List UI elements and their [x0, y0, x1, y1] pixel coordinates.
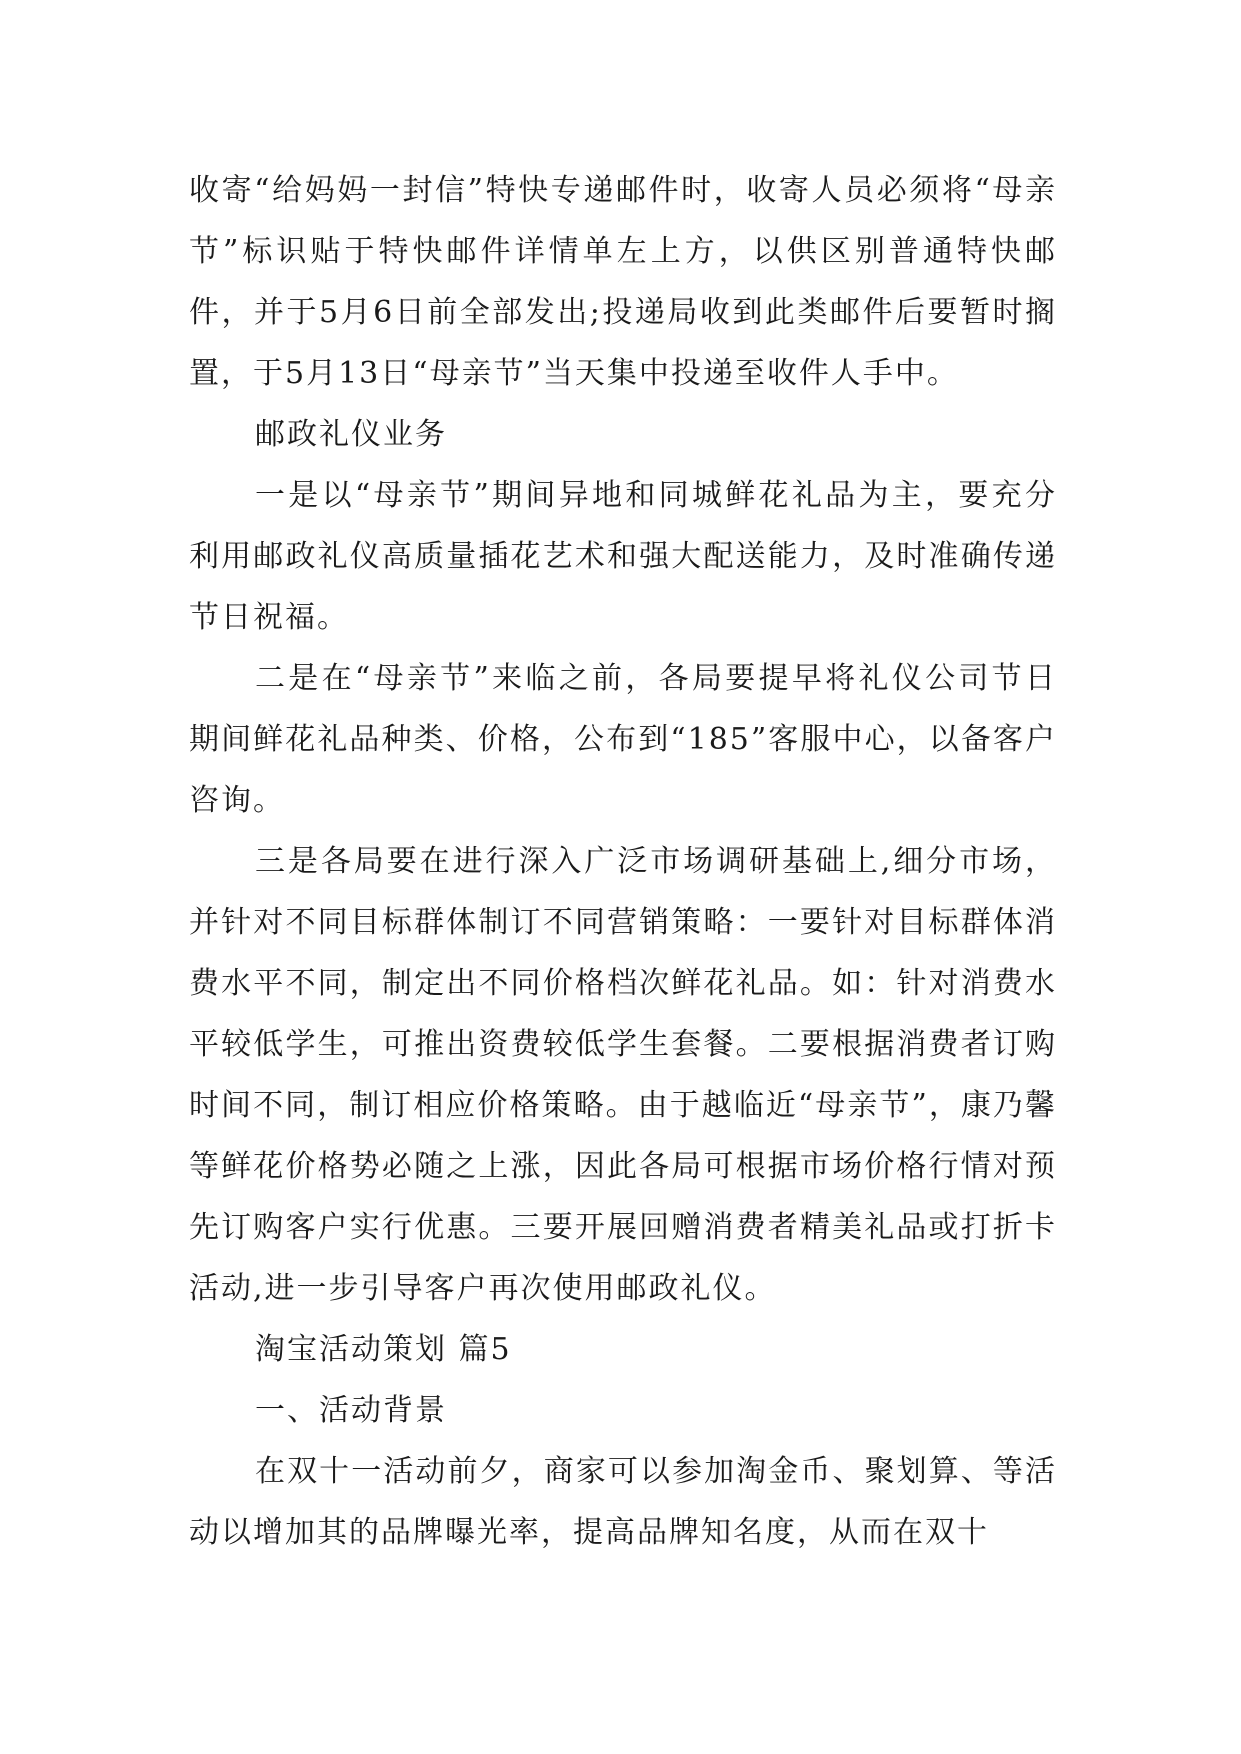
paragraph-point-three: 三是各局要在进行深入广泛市场调研基础上,细分市场，并针对不同目标群体制订不同营销策略：一要针对目标群体消费水平不同，制定出不同价格档次鲜花礼品。如：针对消费水平较低学生，可推出资费较低学生套餐。二要根据消费者订购时间不同，制订相应价格策略。由于越临近“母亲节”，康乃馨等鲜花价格势必随之上涨，因此各局可根据市场价格行情对预先订购客户实行优惠。三要开展回赠消费者精美礼品或打折卡活动,进一步引导客户再次使用邮政礼仪。 — [189, 844, 1057, 1306]
paragraph-point-two: 二是在“母亲节”来临之前，各局要提早将礼仪公司节日期间鲜花礼品种类、价格，公布到“185”客服中心，以备客户咨询。 — [189, 661, 1057, 818]
paragraph-point-one: 一是以“母亲节”期间异地和同城鲜花礼品为主，要充分利用邮政礼仪高质量插花艺术和强大配送能力，及时准确传递节日祝福。 — [189, 478, 1057, 635]
heading-activity-background: 一、活动背景 — [255, 1393, 447, 1428]
heading-taobao-plan: 淘宝活动策划 篇5 — [255, 1332, 512, 1367]
paragraph-background: 在双十一活动前夕，商家可以参加淘金币、聚划算、等活动以增加其的品牌曝光率，提高品牌知名度，从而在双十 — [189, 1454, 1057, 1550]
heading-postal-etiquette: 邮政礼仪业务 — [255, 417, 447, 452]
paragraph-express-mail: 收寄“给妈妈一封信”特快专递邮件时，收寄人员必须将“母亲节”标识贴于特快邮件详情单左上方，以供区别普通特快邮件，并于5月6日前全部发出;投递局收到此类邮件后要暂时搁置，于5月13日“母亲节”当天集中投递至收件人手中。 — [189, 173, 1057, 391]
document-body — [189, 160, 1057, 1563]
